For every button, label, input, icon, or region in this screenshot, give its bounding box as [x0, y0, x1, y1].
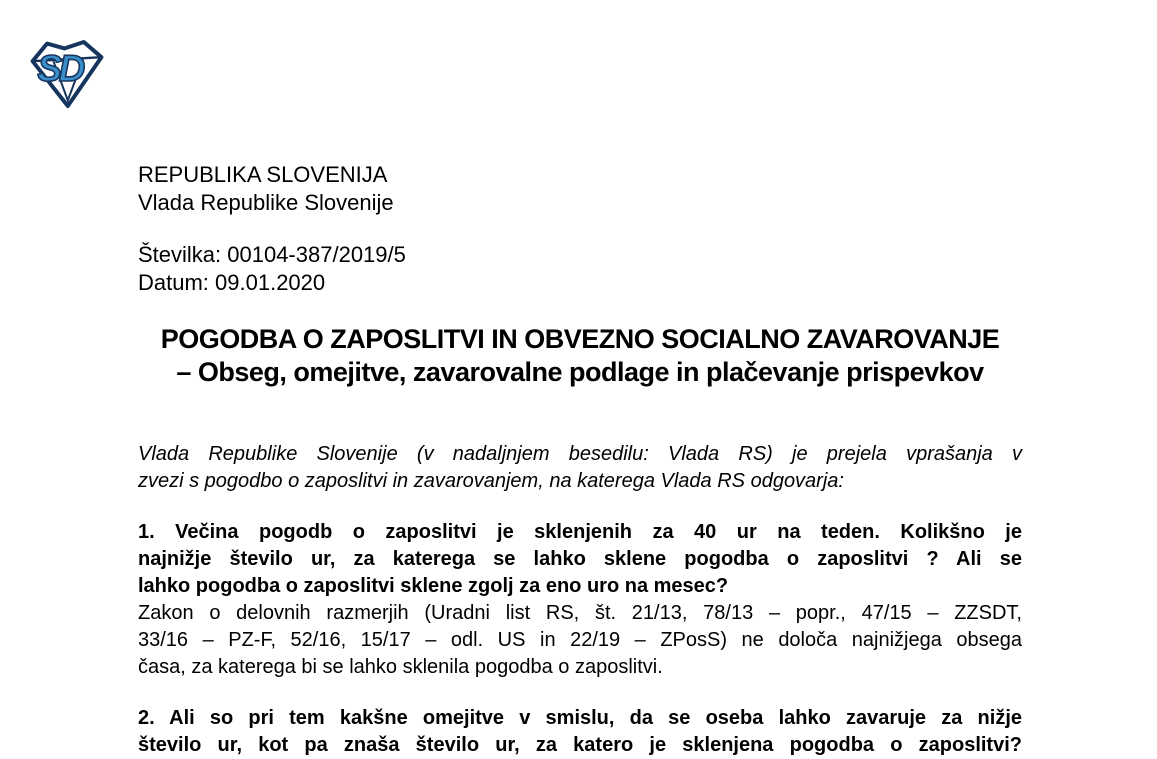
- document-title-line2: – Obseg, omejitve, zavarovalne podlage in plačevanje prispevkov: [176, 357, 984, 387]
- question-1: [138, 519, 1022, 600]
- document-number: Številka: 00104-387/2019/5: [138, 242, 406, 267]
- intro-line: zvezi s pogodbo o zaposlitvi in zavarovanjem, na katerega Vlada RS odgovarja:: [138, 470, 844, 492]
- answer-1-line: Zakon o delovnih razmerjih (Uradni list RS, št. 21/13, 78/13 – popr., 47/15 – ZZSDT,: [138, 602, 1022, 624]
- answer-1-line: časa, za katerega bi se lahko sklenila pogodba o zaposlitvi.: [138, 656, 663, 678]
- logo-letters: SD: [37, 48, 83, 90]
- document-date: Datum: 09.01.2020: [138, 270, 326, 295]
- question-2-line: 2. Ali so pri tem kakšne omejitve v smislu, da se oseba lahko zavaruje za nižje: [138, 707, 1022, 729]
- sd-diamond-logo: [27, 36, 107, 112]
- question-1-line: lahko pogodba o zaposlitvi sklene zgolj za eno uro na mesec?: [138, 575, 729, 597]
- answer-1-line: 33/16 – PZ-F, 52/16, 15/17 – odl. US in 22/19 – ZPosS) ne določa najnižjega obsega: [138, 629, 1022, 651]
- document-title: [138, 323, 1022, 389]
- question-1-line: 1. Večina pogodb o zaposlitvi je sklenjenih za 40 ur na teden. Kolikšno je: [138, 521, 1022, 543]
- paragraph-spacer: [138, 681, 1022, 705]
- document-title-line1: POGODBA O ZAPOSLITVI IN OBVEZNO SOCIALNO ZAVAROVANJE: [160, 324, 1000, 354]
- document-meta: [138, 241, 406, 297]
- country-name: REPUBLIKA SLOVENIJA: [138, 162, 388, 187]
- paragraph-spacer: [138, 495, 1022, 519]
- question-2-line-clipped: število ur, kot pa znaša število ur, za katero je sklenjena pogodba o zaposlitvi?: [138, 734, 1022, 756]
- question-1-line: najnižje število ur, za katerega se lahko sklene pogodba o zaposlitvi ? Ali se: [138, 548, 1022, 570]
- answer-1: [138, 600, 1022, 681]
- institution-name: Vlada Republike Slovenije: [138, 190, 394, 215]
- intro-line: Vlada Republike Slovenije (v nadaljnjem besedilu: Vlada RS) je prejela vprašanja v: [138, 443, 1022, 465]
- letterhead: [138, 161, 394, 217]
- question-2: [138, 705, 1022, 759]
- intro-paragraph: [138, 441, 1022, 495]
- document-body: [138, 441, 1022, 759]
